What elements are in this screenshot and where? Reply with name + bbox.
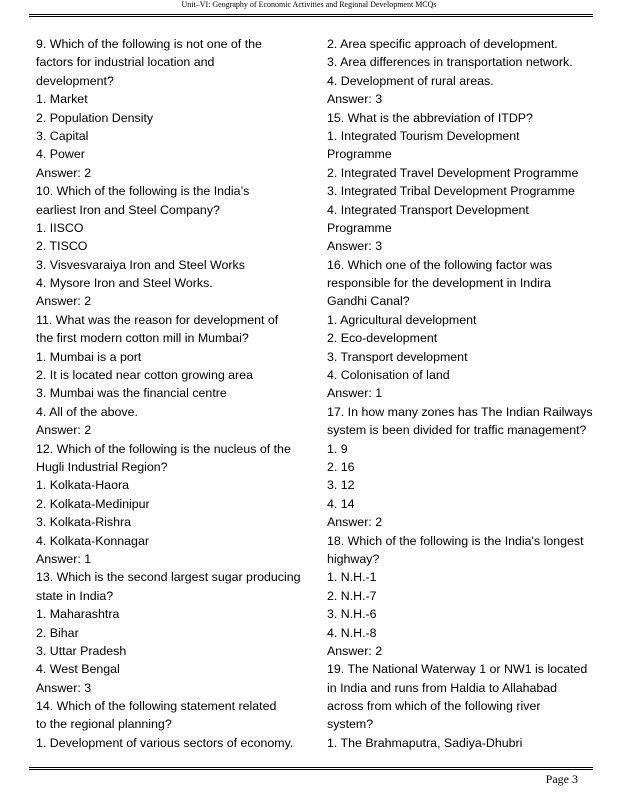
text-line: 2. Area specific approach of development. — [327, 37, 558, 51]
text-line: Gandhi Canal? — [327, 294, 410, 309]
text-line: Programme — [327, 220, 392, 235]
text-line: 19. The National Waterway 1 or NW1 is located — [327, 662, 588, 677]
text-line: 3. Integrated Tribal Development Programme — [327, 184, 575, 199]
text-line: 1. Kolkata-Haora — [36, 478, 129, 493]
text-line: 3. Area differences in transportation network. — [327, 55, 573, 70]
text-line: 1. 9 — [327, 441, 348, 456]
text-line: 3. Visvesvaraiya Iron and Steel Works — [36, 257, 245, 272]
text-line: 4. N.H.-8 — [327, 625, 377, 640]
text-line: 11. What was the reason for development of — [36, 312, 279, 327]
text-line: 2. Eco-development — [327, 331, 438, 346]
text-line: 1. Agricultural development — [327, 312, 477, 327]
text-line: development? — [36, 73, 114, 88]
text-line: 12. Which of the following is the nucleus of the — [36, 441, 291, 456]
text-line: 1. N.H.-1 — [327, 570, 377, 585]
text-line: 4. Colonisation of land — [327, 368, 450, 383]
text-line: 10. Which of the following is the India’s — [36, 184, 250, 199]
text-line: 3. Transport development — [327, 349, 468, 364]
text-line: responsible for the development in Indira — [327, 276, 551, 291]
text-line: 16. Which one of the following factor was — [327, 257, 553, 272]
text-line: 1. IISCO — [36, 220, 84, 235]
text-line: Answer: 1 — [327, 386, 383, 401]
text-line: Answer: 2 — [327, 515, 383, 530]
text-line: 14. Which of the following statement related — [36, 699, 277, 714]
right-column — [327, 35, 593, 752]
text-line: 2. Kolkata-Medinipur — [36, 496, 150, 511]
text-line: 1. Market — [36, 92, 88, 107]
text-line: 3. Mumbai was the financial centre — [36, 386, 227, 401]
text-line: Answer: 3 — [327, 239, 383, 254]
text-line: 4. All of the above. — [36, 404, 138, 419]
text-line: 3. Capital — [36, 128, 89, 143]
text-line: 1. Mumbai is a port — [36, 349, 142, 364]
text-line: 17. In how many zones has The Indian Railways — [327, 404, 593, 419]
text-line: highway? — [327, 551, 380, 566]
text-line: state in India? — [36, 588, 114, 603]
text-line: 2. TISCO — [36, 239, 88, 254]
text-line: earliest Iron and Steel Company? — [36, 202, 220, 217]
left-column — [36, 35, 301, 752]
text-line: Programme — [327, 147, 392, 162]
text-line: 1. Integrated Tourism Development — [327, 128, 520, 143]
text-line: 4. Mysore Iron and Steel Works. — [36, 276, 213, 291]
text-line: 9. Which of the following is not one of the — [36, 37, 262, 51]
text-line: 3. Kolkata-Rishra — [36, 515, 132, 530]
text-line: 2. Population Density — [36, 110, 154, 125]
header-rule — [29, 14, 593, 17]
text-line: Answer: 3 — [327, 92, 383, 107]
text-line: Answer: 1 — [36, 551, 92, 566]
text-line: 4. Integrated Transport Development — [327, 202, 529, 217]
text-line: Answer: 2 — [36, 165, 92, 180]
text-line: 15. What is the abbreviation of ITDP? — [327, 110, 533, 125]
text-line: system? — [327, 717, 374, 732]
text-line: Answer: 3 — [36, 680, 92, 695]
text-line: 4. Power — [36, 147, 85, 162]
text-line: Answer: 2 — [36, 294, 92, 309]
text-line: system is been divided for traffic management? — [327, 423, 587, 438]
text-line: 1. The Brahmaputra, Sadiya-Dhubri — [327, 735, 523, 750]
text-line: 4. 14 — [327, 496, 355, 511]
page-number: Page 3 — [545, 772, 578, 786]
footer-rule — [29, 767, 593, 770]
text-line: Answer: 2 — [327, 643, 383, 658]
text-line: to the regional planning? — [36, 717, 172, 732]
text-line: factors for industrial location and — [36, 55, 215, 70]
text-line: 2. It is located near cotton growing area — [36, 368, 253, 383]
text-line: 2. Bihar — [36, 625, 79, 640]
text-line: 3. Uttar Pradesh — [36, 643, 127, 658]
text-line: 2. 16 — [327, 459, 355, 474]
text-line: Answer: 2 — [36, 423, 92, 438]
text-line: Hugli Industrial Region? — [36, 459, 168, 474]
text-line: the first modern cotton mill in Mumbai? — [36, 331, 249, 346]
text-line: across from which of the following river — [327, 699, 541, 714]
text-line: 13. Which is the second largest sugar producing — [36, 570, 301, 585]
text-line: 4. Kolkata-Konnagar — [36, 533, 149, 548]
text-line: 3. N.H.-6 — [327, 607, 377, 622]
text-line: 4. West Bengal — [36, 662, 120, 677]
text-line: 18. Which of the following is the India's longest — [327, 533, 584, 548]
text-line: in India and runs from Haldia to Allahabad — [327, 680, 558, 695]
text-line: 1. Development of various sectors of economy. — [36, 735, 294, 750]
text-line: 3. 12 — [327, 478, 355, 493]
text-line: 4. Development of rural areas. — [327, 73, 494, 88]
text-line: 2. Integrated Travel Development Programme — [327, 165, 579, 180]
text-line: 2. N.H.-7 — [327, 588, 377, 603]
text-line: 1. Maharashtra — [36, 607, 120, 622]
page-header: Unit–VI: Geography of Economic Activities and Regional Development MCQs — [181, 0, 437, 9]
